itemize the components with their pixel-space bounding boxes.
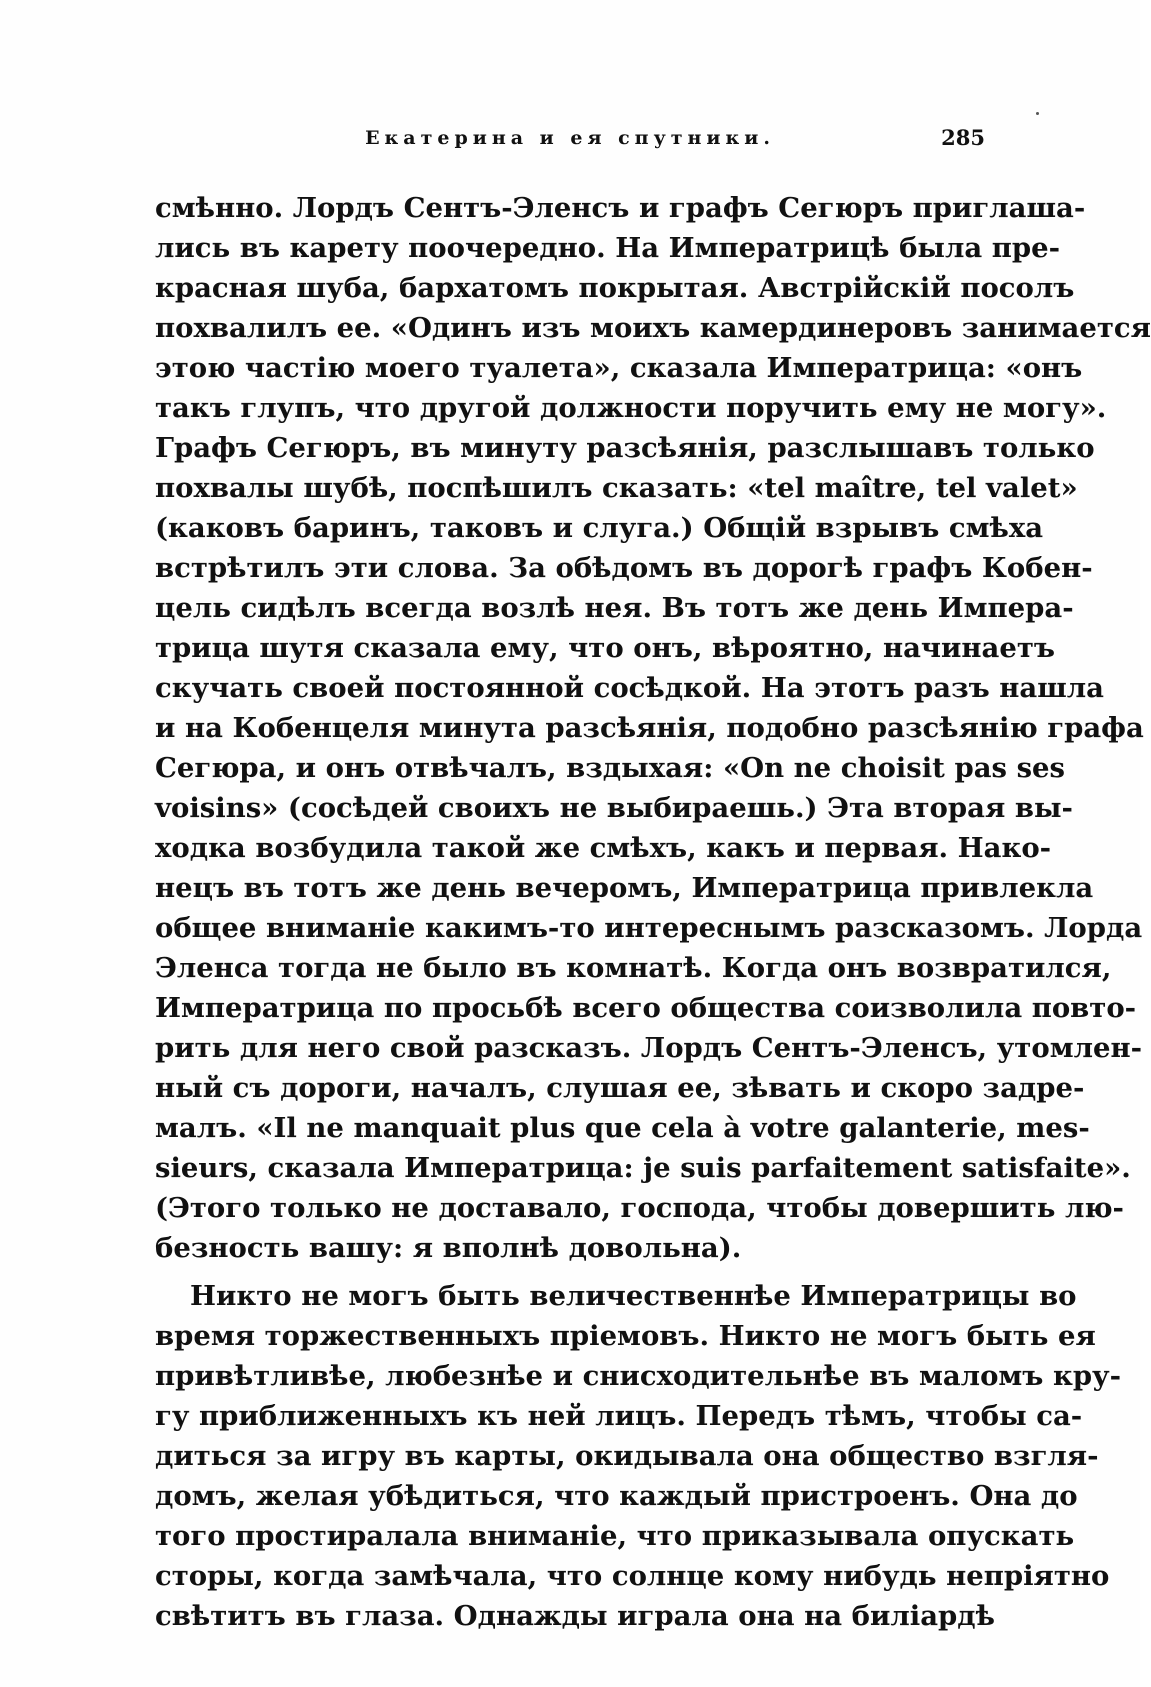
- text-line: привѣтливѣе, любезнѣе и снисходительнѣе въ маломъ кру-: [155, 1360, 1122, 1392]
- text-line: безность вашу: я вполнѣ довольна).: [155, 1232, 742, 1264]
- text-line: того простиралала вниманіе, что приказывала опускать: [155, 1520, 1075, 1552]
- text-line: смѣнно. Лордъ Сентъ-Эленсъ и графъ Сегюръ приглаша-: [155, 192, 1086, 224]
- running-title: Екатерина и ея спутники.: [365, 127, 775, 149]
- text-line: (каковъ баринъ, таковъ и слуга.) Общій взрывъ смѣха: [155, 512, 1044, 544]
- paragraph-1: [155, 188, 1151, 1268]
- text-line: рить для него свой разсказъ. Лордъ Сентъ-Эленсъ, утомлен-: [155, 1032, 1143, 1064]
- text-line: красная шуба, бархатомъ покрытая. Австрійскій посолъ: [155, 272, 1075, 304]
- paragraph-2: [155, 1276, 1122, 1636]
- text-line: цель сидѣлъ всегда возлѣ нея. Въ тотъ же день Импера-: [155, 592, 1074, 624]
- text-line: voisins» (сосѣдей своихъ не выбираешь.) Эта вторая вы-: [155, 792, 1073, 824]
- text-line: время торжественныхъ пріемовъ. Никто не могъ быть ея: [155, 1320, 1096, 1352]
- text-line: домъ, желая убѣдиться, что каждый пристроенъ. Она до: [155, 1480, 1078, 1512]
- text-line: этою частію моего туалета», сказала Императрица: «онъ: [155, 352, 1083, 384]
- text-line: (Этого только не доставало, господа, чтобы довершить лю-: [155, 1192, 1124, 1224]
- text-line: встрѣтилъ эти слова. За обѣдомъ въ дорогѣ графъ Кобен-: [155, 552, 1093, 584]
- text-line: ходка возбудила такой же смѣхъ, какъ и первая. Нако-: [155, 832, 1052, 864]
- text-line: похвалы шубѣ, поспѣшилъ сказать: «tel maître, tel valet»: [155, 472, 1078, 504]
- text-line: Сегюра, и онъ отвѣчалъ, вздыхая: «On ne choisit pas ses: [155, 752, 1066, 784]
- text-line: Императрица по просьбѣ всего общества соизволила повто-: [155, 992, 1137, 1024]
- text-line: гу приближенныхъ къ ней лицъ. Передъ тѣмъ, чтобы са-: [155, 1400, 1083, 1432]
- paragraph-gap: [155, 1268, 985, 1276]
- text-line: диться за игру въ карты, окидывала она общество взгля-: [155, 1440, 1099, 1472]
- body-text: [155, 188, 1151, 1636]
- text-line: такъ глупъ, что другой должности поручить ему не могу».: [155, 392, 1107, 424]
- text-line: sieurs, сказала Императрица: je suis parfaitement satisfaite».: [155, 1152, 1131, 1184]
- text-line: общее вниманіе какимъ-то интереснымъ разсказомъ. Лорда: [155, 912, 1143, 944]
- print-speck: [1036, 112, 1039, 115]
- text-line: нецъ въ тотъ же день вечеромъ, Императрица привлекла: [155, 872, 1094, 904]
- text-line: свѣтитъ въ глаза. Однажды играла она на биліардѣ: [155, 1600, 995, 1632]
- text-line: ный съ дороги, началъ, слушая ее, зѣвать и скоро задре-: [155, 1072, 1085, 1104]
- text-line: трица шутя сказала ему, что онъ, вѣроятно, начинаетъ: [155, 632, 1056, 664]
- text-line: Графъ Сегюръ, въ минуту разсѣянія, разслышавъ только: [155, 432, 1095, 464]
- text-line: похвалилъ ее. «Одинъ изъ моихъ камердинеровъ занимается: [155, 312, 1151, 344]
- running-header: [155, 123, 985, 153]
- text-line: лись въ карету поочередно. На Императрицѣ была пре-: [155, 232, 1061, 264]
- text-line: малъ. «Il ne manquait plus que cela à votre galanterie, mes-: [155, 1112, 1090, 1144]
- page-number: 285: [941, 125, 985, 150]
- text-line: Эленса тогда не было въ комнатѣ. Когда онъ возвратился,: [155, 952, 1112, 984]
- text-line: сторы, когда замѣчала, что солнце кому нибудь непріятно: [155, 1560, 1110, 1592]
- text-line: Никто не могъ быть величественнѣе Императрицы во: [190, 1280, 1077, 1312]
- text-line: и на Кобенцеля минута разсѣянія, подобно разсѣянію графа: [155, 712, 1144, 744]
- text-line: скучать своей постоянной сосѣдкой. На этотъ разъ нашла: [155, 672, 1105, 704]
